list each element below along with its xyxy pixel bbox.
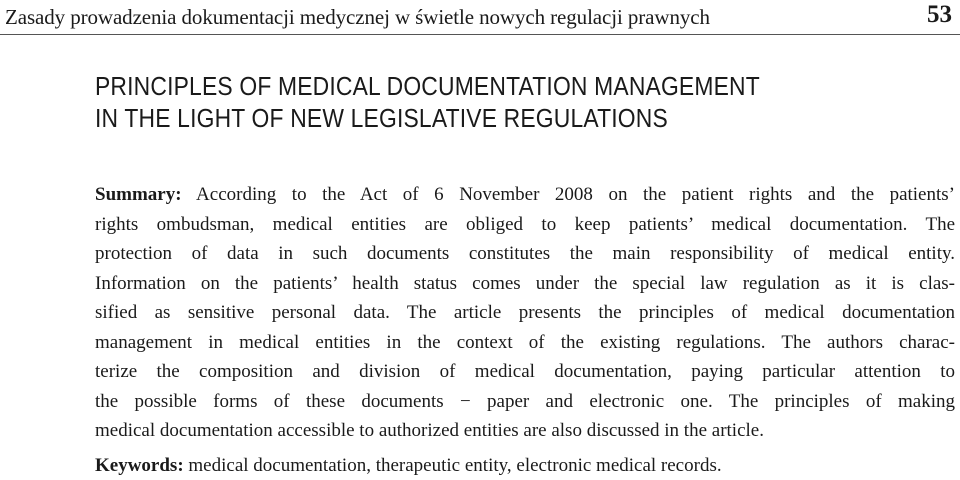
page-number: 53 (927, 1, 952, 28)
summary-line-1-text: According to the Act of 6 November 2008 on the patient rights and the patients’ (181, 184, 955, 205)
article-title (95, 70, 843, 134)
summary-line (95, 180, 955, 210)
summary-line: management in medical entities in the context of the existing regulations. The authors charac- (95, 331, 955, 353)
keywords-paragraph (95, 453, 722, 479)
summary-line: sified as sensitive personal data. The article presents the principles of medical documentation (95, 302, 955, 323)
keywords-label: Keywords: (95, 455, 184, 476)
article-title-line-1: PRINCIPLES OF MEDICAL DOCUMENTATION MANAGEMENT (95, 71, 760, 101)
article-title-line-2: IN THE LIGHT OF NEW LEGISLATIVE REGULATIONS (95, 103, 668, 133)
summary-line: medical documentation accessible to authorized entities are also discussed in the article. (95, 420, 764, 441)
summary-line: Information on the patients’ health status comes under the special law regulation as it is clas- (95, 272, 955, 294)
running-title: Zasady prowadzenia dokumentacji medycznej w świetle nowych regulacji prawnych (5, 5, 710, 29)
summary-line: terize the composition and division of medical documentation, paying particular attention to (95, 361, 955, 382)
summary-line: rights ombudsman, medical entities are obliged to keep patients’ medical documentation. The (95, 213, 955, 235)
summary-paragraph (95, 180, 955, 446)
summary-label: Summary: (95, 184, 182, 205)
summary-line: protection of data in such documents constitutes the main responsibility of medical entity. (95, 243, 955, 264)
keywords-text: medical documentation, therapeutic entity, electronic medical records. (183, 455, 722, 476)
summary-line: the possible forms of these documents − paper and electronic one. The principles of making (95, 390, 955, 412)
running-header (0, 0, 960, 35)
